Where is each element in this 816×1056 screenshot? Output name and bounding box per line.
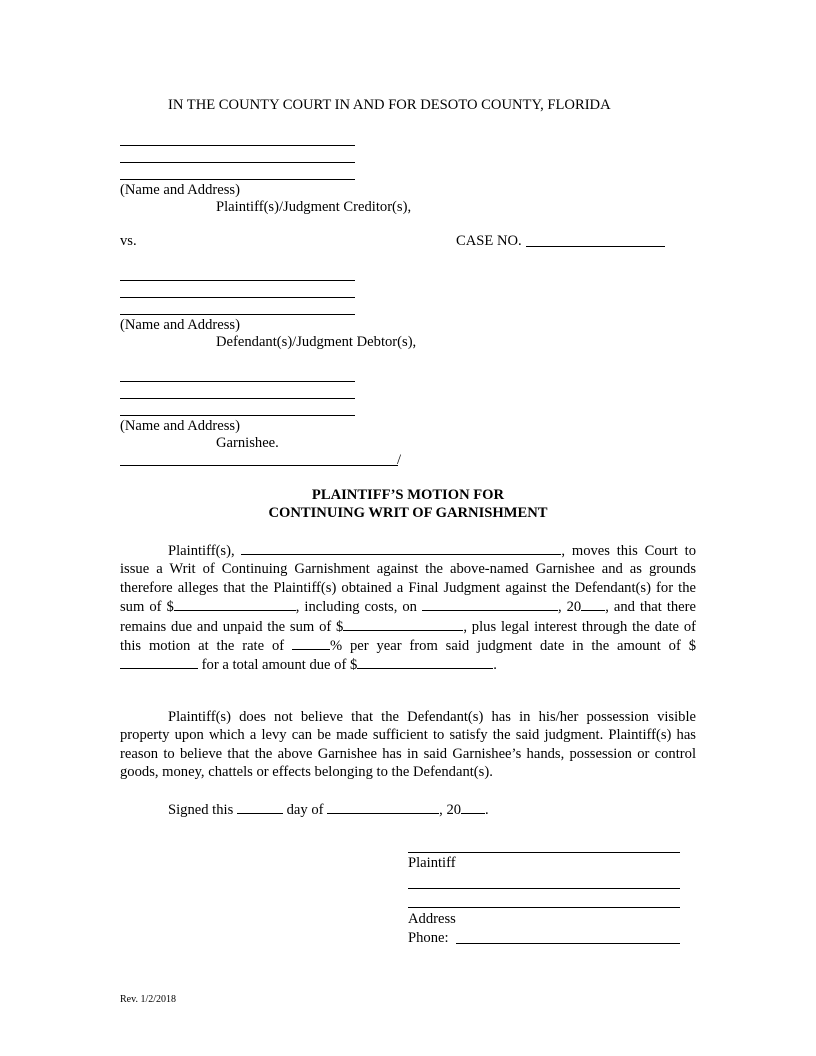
motion-title-line-1: PLAINTIFF’S MOTION FOR bbox=[311, 487, 505, 503]
p2-text: Plaintiff(s) does not believe that the Defendant(s) has in his/her possession visible property upon which a levy can be made sufficient to satisfy the said judgment. Plaintiff(s) has reason to believe that the above Garnishee has in said Garnishee’s hands, possession or control goods, money, chattels or effects belonging to the Defendant(s). bbox=[120, 709, 696, 781]
interest-amount-field[interactable] bbox=[120, 655, 198, 669]
defendant-name-address-label: (Name and Address) bbox=[120, 317, 240, 333]
plaintiff-signature-line[interactable] bbox=[408, 852, 680, 853]
p1-text-per-year: % per year from said judgment date in the amount of $ bbox=[329, 638, 696, 655]
caption-closing-slash: / bbox=[397, 452, 402, 468]
p1-text-interest: , plus legal interest through the date of this motion at the rate of bbox=[120, 618, 696, 655]
judgment-sum-field[interactable] bbox=[174, 597, 296, 611]
signed-year-prefix: , 20 bbox=[439, 802, 462, 818]
case-no-field[interactable] bbox=[526, 246, 665, 247]
vs-label: vs. bbox=[120, 233, 137, 249]
garnishee-role-label: Garnishee. bbox=[216, 435, 279, 451]
garnishee-name-line-3[interactable] bbox=[120, 415, 355, 416]
garnishee-name-line-1[interactable] bbox=[120, 381, 355, 382]
court-heading: IN THE COUNTY COURT IN AND FOR DESOTO COUNTY, FLORIDA bbox=[168, 97, 611, 113]
motion-paragraph-2 bbox=[120, 708, 696, 782]
garnishee-name-line-2[interactable] bbox=[120, 398, 355, 399]
plaintiff-name-line-2[interactable] bbox=[120, 162, 355, 163]
p1-text-period: . bbox=[493, 657, 497, 674]
motion-paragraph-1 bbox=[120, 541, 696, 675]
signed-period: . bbox=[485, 802, 489, 818]
caption-closing-line bbox=[120, 465, 398, 466]
defendant-name-line-2[interactable] bbox=[120, 297, 355, 298]
garnishee-name-address-label: (Name and Address) bbox=[120, 418, 240, 434]
signed-day-of-label: day of bbox=[286, 802, 324, 818]
signed-month-field[interactable] bbox=[327, 800, 439, 814]
plaintiff-name-line-3[interactable] bbox=[120, 179, 355, 180]
plaintiff-signature-label: Plaintiff bbox=[408, 855, 456, 871]
defendant-name-line-1[interactable] bbox=[120, 280, 355, 281]
address-line-1[interactable] bbox=[408, 888, 680, 889]
p1-text-including: , including costs, on bbox=[295, 599, 417, 616]
plaintiff-name-address-label: (Name and Address) bbox=[120, 182, 240, 198]
judgment-year-field[interactable] bbox=[581, 597, 605, 611]
total-amount-field[interactable] bbox=[357, 655, 493, 669]
address-line-2[interactable] bbox=[408, 907, 680, 908]
signed-year-field[interactable] bbox=[461, 800, 485, 814]
phone-label: Phone: bbox=[408, 930, 449, 946]
case-no-label: CASE NO. bbox=[456, 233, 522, 249]
plaintiff-name-field[interactable] bbox=[241, 541, 561, 555]
motion-title-line-2: CONTINUING WRIT OF GARNISHMENT bbox=[268, 505, 548, 521]
defendant-name-line-3[interactable] bbox=[120, 314, 355, 315]
signed-line bbox=[168, 800, 489, 819]
interest-rate-field[interactable] bbox=[292, 636, 330, 650]
judgment-date-field[interactable] bbox=[422, 597, 558, 611]
signed-day-field[interactable] bbox=[237, 800, 283, 814]
p1-text-plaintiff: Plaintiff(s), bbox=[168, 543, 235, 559]
phone-field[interactable] bbox=[456, 943, 680, 944]
p1-text-moves: , moves this Court to issue a Writ of Continuing Garnishment against the above-named Garnishee and as grounds therefore alleges that the Plaintiff(s) obtained a Final Judgment against the Defendant(s) for the sum of $ bbox=[120, 543, 696, 616]
unpaid-sum-field[interactable] bbox=[343, 617, 463, 631]
address-label: Address bbox=[408, 911, 456, 927]
p1-text-remains: , and that there remains due and unpaid the sum of $ bbox=[120, 599, 696, 635]
plaintiff-role-label: Plaintiff(s)/Judgment Creditor(s), bbox=[216, 199, 412, 215]
plaintiff-name-line-1[interactable] bbox=[120, 145, 355, 146]
p1-text-year-prefix: , 20 bbox=[557, 599, 582, 616]
signed-this-label: Signed this bbox=[168, 802, 234, 818]
p1-text-total: for a total amount due of $ bbox=[201, 657, 358, 674]
defendant-role-label: Defendant(s)/Judgment Debtor(s), bbox=[216, 334, 417, 350]
revision-label: Rev. 1/2/2018 bbox=[120, 994, 177, 1005]
